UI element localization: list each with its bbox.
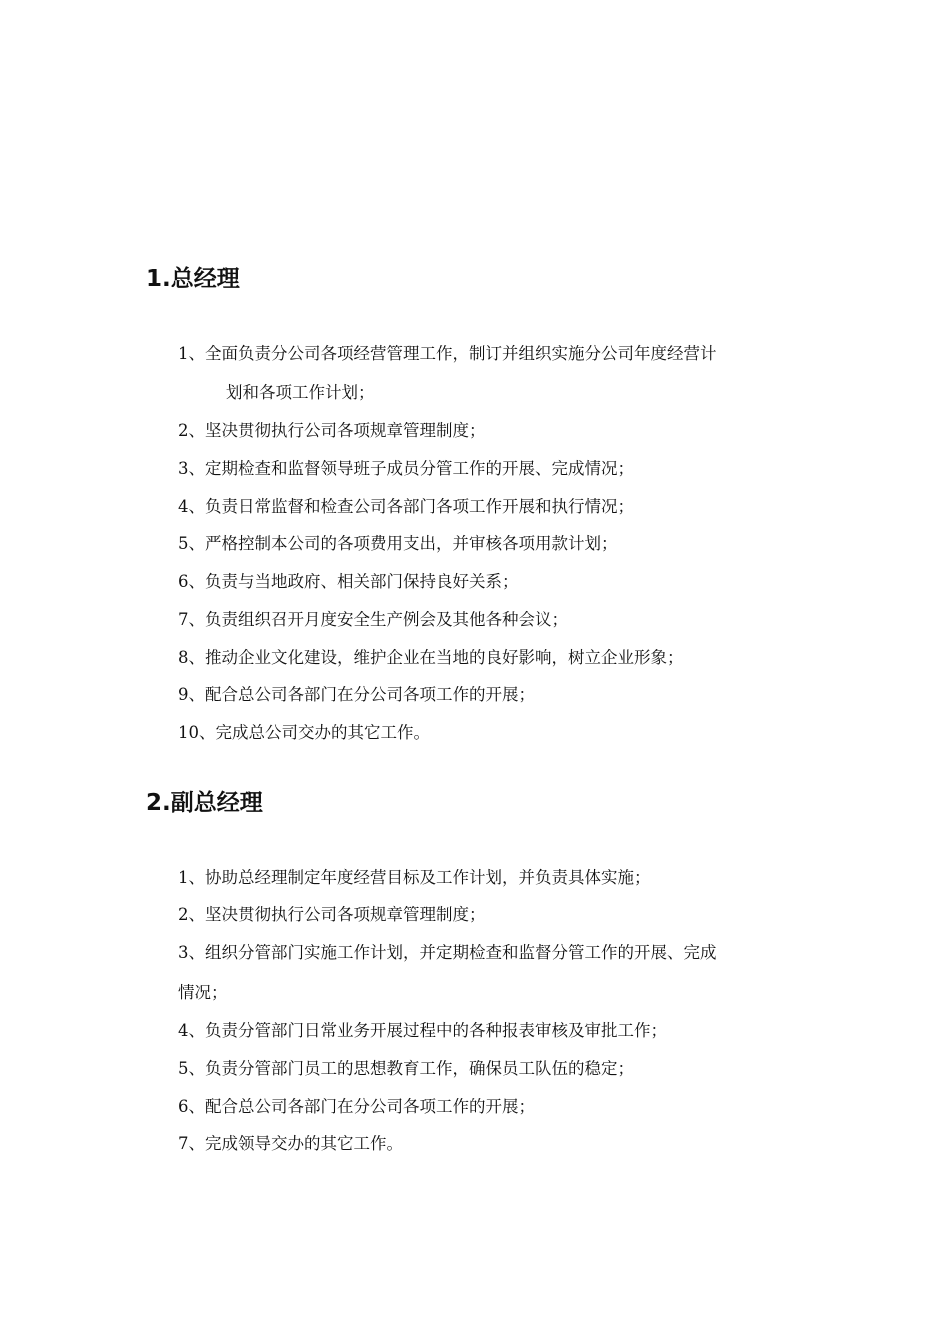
duty-item: 9、配合总公司各部门在分公司各项工作的开展； [178,685,535,704]
duty-item-continuation: 情况； [178,983,228,1002]
section-heading-general-manager: 1.总经理 [146,266,240,292]
duty-item: 7、负责组织召开月度安全生产例会及其他各种会议； [178,610,568,629]
duty-item: 3、定期检查和监督领导班子成员分管工作的开展、完成情况； [178,459,634,478]
duty-item-continuation: 划和各项工作计划； [226,383,375,402]
duty-item: 5、严格控制本公司的各项费用支出，并审核各项用款计划； [178,534,618,553]
duty-item: 1、协助总经理制定年度经营目标及工作计划，并负责具体实施； [178,868,651,887]
duty-item: 7、完成领导交办的其它工作。 [178,1134,403,1153]
duty-item: 8、推动企业文化建设，维护企业在当地的良好影响，树立企业形象； [178,648,684,667]
duty-item: 4、负责日常监督和检查公司各部门各项工作开展和执行情况； [178,497,634,516]
duty-item: 2、坚决贯彻执行公司各项规章管理制度； [178,905,486,924]
duty-item: 4、负责分管部门日常业务开展过程中的各种报表审核及审批工作； [178,1021,667,1040]
duty-item: 6、负责与当地政府、相关部门保持良好关系； [178,572,519,591]
section-heading-deputy-general-manager: 2.副总经理 [146,790,263,816]
duty-item: 6、配合总公司各部门在分公司各项工作的开展； [178,1097,535,1116]
duty-item: 10、完成总公司交办的其它工作。 [178,723,430,742]
duty-item: 2、坚决贯彻执行公司各项规章管理制度； [178,421,486,440]
duty-item: 5、负责分管部门员工的思想教育工作，确保员工队伍的稳定； [178,1059,634,1078]
duty-item: 1、全面负责分公司各项经营管理工作，制订并组织实施分公司年度经营计 [178,344,717,363]
duty-item: 3、组织分管部门实施工作计划，并定期检查和监督分管工作的开展、完成 [178,943,717,962]
